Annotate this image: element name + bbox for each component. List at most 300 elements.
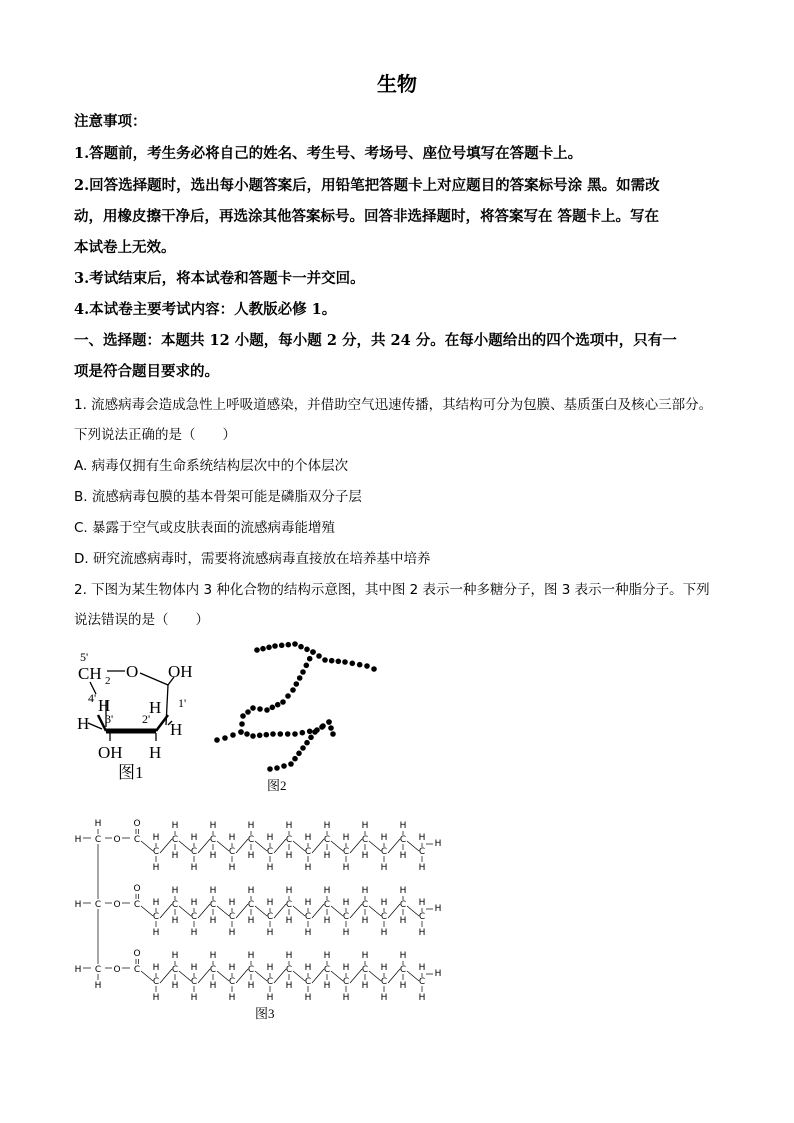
fig3-h-atom: H [380, 898, 388, 908]
fig3-h-atom: H [418, 833, 426, 843]
fig3-o-atom: O [133, 949, 141, 959]
fig3-c-atom: C [418, 977, 426, 987]
fig3-bond [293, 971, 305, 981]
q1-option-d: D. 研究流感病毒时，需要将流感病毒直接放在培养基中培养 [74, 551, 431, 567]
fig3-c-atom: C [209, 965, 217, 975]
fig3-h-atom: H [304, 993, 312, 1003]
fig3-c-atom: C [94, 835, 102, 845]
fig3-bond [236, 904, 248, 918]
fig3-h-atom: H [171, 821, 179, 831]
fig2-bead [222, 735, 228, 741]
fig2-bead [328, 725, 334, 731]
fig2-bead [281, 763, 287, 769]
fig3-bond [217, 841, 229, 851]
fig3-h-atom: H [323, 951, 331, 961]
fig3-bond [141, 906, 153, 916]
fig2-bead [214, 737, 220, 743]
fig3-h-atom: H [304, 863, 312, 873]
fig3-c-atom: C [171, 900, 179, 910]
fig2-bead [330, 731, 336, 737]
fig3-bond [388, 904, 400, 918]
fig3-h-atom: H [94, 819, 102, 829]
section-heading-line-1: 一、选择题：本题共 12 小题，每小题 2 分，共 24 分。在每小题给出的四个选项中，只有一 [74, 332, 677, 349]
fig3-c-atom: C [285, 835, 293, 845]
fig3-bond [312, 904, 324, 918]
fig3-h-atom: H [74, 900, 82, 910]
fig3-h-atom: H [323, 981, 331, 991]
figure-2-polysaccharide [195, 638, 395, 798]
fig3-bond [312, 969, 324, 983]
notes-heading: 注意事项： [74, 113, 147, 130]
page-title: 生物 [377, 72, 417, 96]
fig3-c-atom: C [418, 912, 426, 922]
fig3-c-atom: C [342, 912, 350, 922]
fig3-c-atom: C [266, 847, 274, 857]
fig2-bead [285, 731, 291, 737]
q1-stem-line-2: 下列说法正确的是（ ） [74, 427, 236, 443]
fig3-h-atom: H [266, 898, 274, 908]
fig3-bond [236, 839, 248, 853]
fig3-bond [160, 969, 172, 983]
fig3-bond [274, 904, 286, 918]
fig2-bead [270, 731, 276, 737]
fig3-c-atom: C [190, 977, 198, 987]
fig3-bond [388, 969, 400, 983]
fig3-c-atom: C [228, 912, 236, 922]
q1-option-a: A. 病毒仅拥有生命系统结构层次中的个体层次 [74, 458, 349, 474]
fig2-bead [350, 661, 356, 667]
fig3-h-atom: H [94, 981, 102, 991]
fig3-c-atom: C [399, 965, 407, 975]
fig2-bead [336, 659, 342, 665]
fig3-h-atom: H [304, 928, 312, 938]
figure-3-fat-molecule [70, 819, 470, 1028]
fig3-h-atom: H [399, 851, 407, 861]
fig2-bead [319, 724, 325, 730]
fig3-h-atom: H [361, 951, 369, 961]
fig1-h-left: H [77, 714, 90, 733]
fig3-h-atom: H [399, 886, 407, 896]
fig1-oh-top: OH [168, 662, 193, 681]
fig2-bead [316, 653, 322, 659]
fig3-bond [255, 841, 267, 851]
fig3-bond [236, 969, 248, 983]
fig3-bond [217, 906, 229, 916]
fig3-o-atom: O [133, 819, 141, 829]
fig3-h-atom: H [247, 851, 255, 861]
fig2-bead [300, 745, 306, 751]
q1-option-c: C. 暴露于空气或皮肤表面的流感病毒能增殖 [74, 520, 336, 536]
fig3-bond [198, 969, 210, 983]
fig3-bond [331, 841, 343, 851]
fig3-h-atom: H [247, 886, 255, 896]
fig3-bond [350, 969, 362, 983]
fig3-h-atom: H [209, 951, 217, 961]
fig2-bead [240, 713, 246, 719]
fig2-bead [270, 705, 276, 711]
fig2-bead [304, 740, 310, 746]
note-line-3: 动，用橡皮擦干净后，再选涂其他答案标号。回答非选择题时，将答案写在 答题卡上。写在 [74, 208, 660, 225]
note-line-1: 1.答题前，考生务必将自己的姓名、考生号、考场号、座位号填写在答题卡上。 [74, 145, 583, 162]
fig3-h-atom: H [361, 821, 369, 831]
fig3-h-atom: H [209, 981, 217, 991]
fig2-glucose-chain [214, 641, 377, 772]
fig3-c-atom: C [323, 965, 331, 975]
fig2-bead [279, 643, 285, 649]
fig3-h-atom: H [285, 851, 293, 861]
fig3-o-atom: O [113, 900, 121, 910]
fig3-h-atom: H [228, 993, 236, 1003]
fig3-h-atom: H [285, 821, 293, 831]
fig3-h-atom: H [399, 951, 407, 961]
fig3-h-atom: H [399, 821, 407, 831]
fig3-h-atom: H [380, 963, 388, 973]
fig2-bead [310, 649, 316, 655]
fig3-bond [160, 839, 172, 853]
fig3-c-atom: C [285, 900, 293, 910]
fig1-label-1prime: 1' [178, 696, 187, 710]
fig3-bond [350, 839, 362, 853]
fig2-bead [244, 731, 250, 737]
fig2-bead [274, 765, 280, 771]
fig3-h-atom: H [228, 928, 236, 938]
fig3-c-atom: C [304, 912, 312, 922]
fig2-bead [304, 647, 310, 653]
fig3-c-atom: C [228, 977, 236, 987]
fig3-c-atom: C [342, 977, 350, 987]
fig2-bead [307, 656, 313, 662]
fig2-bead [257, 706, 263, 712]
fig3-h-atom: H [323, 886, 331, 896]
fig3-h-atom: H [434, 969, 442, 979]
fig1-caption: 图1 [118, 763, 144, 782]
fig2-bead [329, 658, 335, 664]
fig2-bead [267, 766, 273, 772]
fig3-h-atom: H [171, 981, 179, 991]
fig2-bead [250, 705, 256, 711]
fig2-bead [272, 643, 278, 649]
fig3-h-atom: H [323, 916, 331, 926]
fig3-h-atom: H [342, 928, 350, 938]
fig3-bond [274, 839, 286, 853]
fig3-bond [141, 841, 153, 851]
fig3-h-atom: H [152, 928, 160, 938]
fig3-h-atom: H [190, 963, 198, 973]
fig3-c-atom: C [171, 965, 179, 975]
fig3-caption: 图3 [255, 1006, 275, 1021]
fig3-c-atom: C [247, 965, 255, 975]
fig2-bead [294, 681, 300, 687]
fig3-h-atom: H [361, 916, 369, 926]
fig3-h-atom: H [323, 851, 331, 861]
fig3-bond [293, 906, 305, 916]
fig3-h-atom: H [418, 928, 426, 938]
fig2-bead [292, 731, 298, 737]
fig3-h-atom: H [171, 851, 179, 861]
fig3-bond [331, 906, 343, 916]
fig3-bond [255, 906, 267, 916]
fig3-h-atom: H [285, 981, 293, 991]
fig3-bond [198, 904, 210, 918]
fig3-c-atom: C [133, 900, 141, 910]
fig3-h-atom: H [418, 963, 426, 973]
fig3-h-atom: H [285, 916, 293, 926]
fig3-h-atom: H [247, 916, 255, 926]
q1-option-b: B. 流感病毒包膜的基本骨架可能是磷脂双分子层 [74, 489, 362, 505]
fig3-h-atom: H [434, 839, 442, 849]
fig2-bead [364, 663, 370, 669]
fig3-h-atom: H [228, 963, 236, 973]
fig3-bond [293, 841, 305, 851]
fig3-c-atom: C [323, 900, 331, 910]
fig2-bead [357, 662, 363, 668]
fig2-bead [290, 687, 296, 693]
fig3-h-atom: H [323, 821, 331, 831]
fig1-h-c4: H [98, 696, 111, 715]
fig3-h-atom: H [247, 821, 255, 831]
fig1-label-3prime: 3' [105, 712, 114, 726]
fig2-bead [297, 675, 303, 681]
fig3-c-atom: C [152, 977, 160, 987]
note-line-5: 3.考试结束后，将本试卷和答题卡一并交回。 [74, 270, 365, 287]
fig3-bond [217, 971, 229, 981]
fig2-bead [307, 729, 313, 735]
fig3-bond [179, 841, 191, 851]
fig3-h-atom: H [361, 851, 369, 861]
fig2-bead [371, 666, 377, 672]
fig3-c-atom: C [361, 900, 369, 910]
fig3-h-atom: H [209, 821, 217, 831]
fig3-h-atom: H [361, 886, 369, 896]
q1-stem-line-1: 1. 流感病毒会造成急性上呼吸道感染，并借助空气迅速传播，其结构可分为包膜、基质蛋白及核心三部分。 [74, 397, 713, 413]
fig3-h-atom: H [342, 833, 350, 843]
q2-stem-line-2: 说法错误的是（ ） [74, 612, 209, 628]
fig3-h-atom: H [380, 993, 388, 1003]
fig1-ch2-subscript: 2 [105, 675, 111, 687]
fig3-c-atom: C [323, 835, 331, 845]
note-line-4: 本试卷上无效。 [74, 239, 176, 256]
fig3-bond [369, 906, 381, 916]
fig2-bead [326, 719, 332, 725]
fig3-c-atom: C [133, 835, 141, 845]
fig3-c-atom: C [342, 847, 350, 857]
fig2-bead [300, 669, 306, 675]
fig3-h-atom: H [342, 863, 350, 873]
fig3-bond [198, 839, 210, 853]
fig3-c-atom: C [190, 912, 198, 922]
fig3-c-atom: C [380, 977, 388, 987]
fig3-c-atom: C [418, 847, 426, 857]
fig3-c-atom: C [190, 847, 198, 857]
fig3-h-atom: H [152, 963, 160, 973]
fig3-c-atom: C [209, 835, 217, 845]
fig3-h-atom: H [171, 886, 179, 896]
fig3-bond [179, 971, 191, 981]
fig2-bead [260, 646, 266, 652]
figure-1-deoxyribose [70, 645, 210, 785]
fig3-h-atom: H [247, 981, 255, 991]
fig3-h-atom: H [266, 863, 274, 873]
fig3-h-atom: H [418, 898, 426, 908]
fig3-h-atom: H [418, 993, 426, 1003]
fig1-h-c2: H [149, 698, 162, 717]
fig1-h-c1: H [170, 720, 183, 739]
fig3-c-atom: C [399, 835, 407, 845]
fig3-h-atom: H [74, 965, 82, 975]
fig2-bead [286, 642, 292, 648]
fig3-c-atom: C [266, 977, 274, 987]
fig2-bead [254, 647, 260, 653]
fig2-bead [300, 730, 306, 736]
fig3-o-atom: O [133, 884, 141, 894]
fig3-h-atom: H [399, 981, 407, 991]
fig2-bead [292, 641, 298, 647]
fig3-h-atom: H [361, 981, 369, 991]
fig3-h-atom: H [380, 833, 388, 843]
fig2-bead [264, 707, 270, 713]
fig3-h-atom: H [152, 898, 160, 908]
fig2-bead [280, 699, 286, 705]
fig3-h-atom: H [380, 928, 388, 938]
fig1-ring-oxygen: O [126, 662, 139, 681]
fig3-h-atom: H [74, 835, 82, 845]
q2-stem-line-1: 2. 下图为某生物体内 3 种化合物的结构示意图，其中图 2 表示一种多糖分子，图 3 表示一种脂分子。下列 [74, 582, 710, 598]
fig2-bead [322, 657, 328, 663]
fig3-bond [274, 969, 286, 983]
fig3-c-atom: C [304, 977, 312, 987]
fig3-c-atom: C [380, 847, 388, 857]
fig3-bond [141, 971, 153, 981]
note-line-2: 2.回答选择题时，选出每小题答案后，用铅笔把答题卡上对应题目的答案标号涂 黑。如需改 [74, 177, 660, 194]
fig2-bead [275, 702, 281, 708]
fig3-bond [369, 971, 381, 981]
fig3-h-atom: H [171, 951, 179, 961]
fig2-bead [245, 709, 251, 715]
fig3-h-atom: H [152, 863, 160, 873]
fig3-h-atom: H [190, 928, 198, 938]
fig3-h-atom: H [209, 886, 217, 896]
fig2-bead [292, 756, 298, 762]
fig3-h-atom: H [304, 898, 312, 908]
fig3-bond [407, 906, 419, 916]
fig3-h-atom: H [266, 833, 274, 843]
fig3-c-atom: C [209, 900, 217, 910]
fig1-ch2: CH [78, 664, 102, 683]
fig2-bead [304, 663, 310, 669]
fig3-h-atom: H [434, 904, 442, 914]
fig3-h-atom: H [285, 951, 293, 961]
fig3-o-atom: O [113, 965, 121, 975]
section-heading-line-2: 项是符合题目要求的。 [74, 363, 219, 380]
fig1-label-2prime: 2' [142, 712, 151, 726]
fig3-h-atom: H [304, 833, 312, 843]
fig3-bond [160, 904, 172, 918]
fig3-h-atom: H [228, 863, 236, 873]
fig3-c-atom: C [247, 900, 255, 910]
fig3-bond [312, 839, 324, 853]
fig3-bond [369, 841, 381, 851]
fig2-bead [308, 735, 314, 741]
fig3-bond [350, 904, 362, 918]
fig3-h-atom: H [342, 898, 350, 908]
fig2-bead [312, 729, 318, 735]
fig3-c-atom: C [228, 847, 236, 857]
fig2-bead [230, 732, 236, 738]
fig2-bead [257, 733, 263, 739]
fig2-bead [266, 645, 272, 651]
fig1-oh-bottom: OH [98, 743, 123, 762]
fig3-h-atom: H [190, 898, 198, 908]
fig3-h-atom: H [152, 833, 160, 843]
fig3-h-atom: H [266, 963, 274, 973]
fig3-c-atom: C [152, 912, 160, 922]
fig2-bead [342, 659, 348, 665]
fig3-h-atom: H [152, 993, 160, 1003]
fig3-bond [407, 971, 419, 981]
fig3-c-atom: C [304, 847, 312, 857]
fig3-h-atom: H [380, 863, 388, 873]
fig3-c-atom: C [94, 965, 102, 975]
fig2-bead [250, 733, 256, 739]
fig3-h-atom: H [399, 916, 407, 926]
fig3-c-atom: C [361, 965, 369, 975]
fig1-label-5prime: 5' [80, 650, 89, 664]
fig1-label-4prime: 4' [88, 691, 97, 705]
fig3-h-atom: H [342, 993, 350, 1003]
fig3-c-atom: C [133, 965, 141, 975]
fig3-h-atom: H [190, 833, 198, 843]
fig3-c-atom: C [171, 835, 179, 845]
fig2-caption: 图2 [267, 778, 287, 793]
fig2-bead [296, 751, 302, 757]
fig2-bead [238, 729, 244, 735]
fig3-bond [255, 971, 267, 981]
fig3-h-atom: H [228, 833, 236, 843]
fig3-c-atom: C [361, 835, 369, 845]
fig3-c-atom: C [399, 900, 407, 910]
fig3-h-atom: H [418, 863, 426, 873]
fig2-bead [285, 693, 291, 699]
fig3-h-atom: H [209, 916, 217, 926]
note-line-6: 4.本试卷主要考试内容：人教版必修 1。 [74, 301, 337, 318]
fig3-c-atom: C [285, 965, 293, 975]
fig3-h-atom: H [285, 886, 293, 896]
fig3-bond [179, 906, 191, 916]
fig3-c-atom: C [94, 900, 102, 910]
fig3-h-atom: H [171, 916, 179, 926]
fig3-h-atom: H [266, 928, 274, 938]
fig2-bead [278, 731, 284, 737]
fig3-h-atom: H [342, 963, 350, 973]
fig2-bead [239, 721, 245, 727]
fig3-h-atom: H [266, 993, 274, 1003]
fig2-bead [264, 732, 270, 738]
fig3-c-atom: C [380, 912, 388, 922]
fig3-bond [407, 841, 419, 851]
fig2-bead [288, 761, 294, 767]
fig3-c-atom: C [152, 847, 160, 857]
fig3-h-atom: H [228, 898, 236, 908]
fig3-c-atom: C [266, 912, 274, 922]
fig3-h-atom: H [190, 863, 198, 873]
fig3-bond [388, 839, 400, 853]
fig3-c-atom: C [247, 835, 255, 845]
fig3-h-atom: H [247, 951, 255, 961]
fig3-h-atom: H [209, 851, 217, 861]
fig3-o-atom: O [113, 835, 121, 845]
fig3-h-atom: H [190, 993, 198, 1003]
fig3-bond [331, 971, 343, 981]
